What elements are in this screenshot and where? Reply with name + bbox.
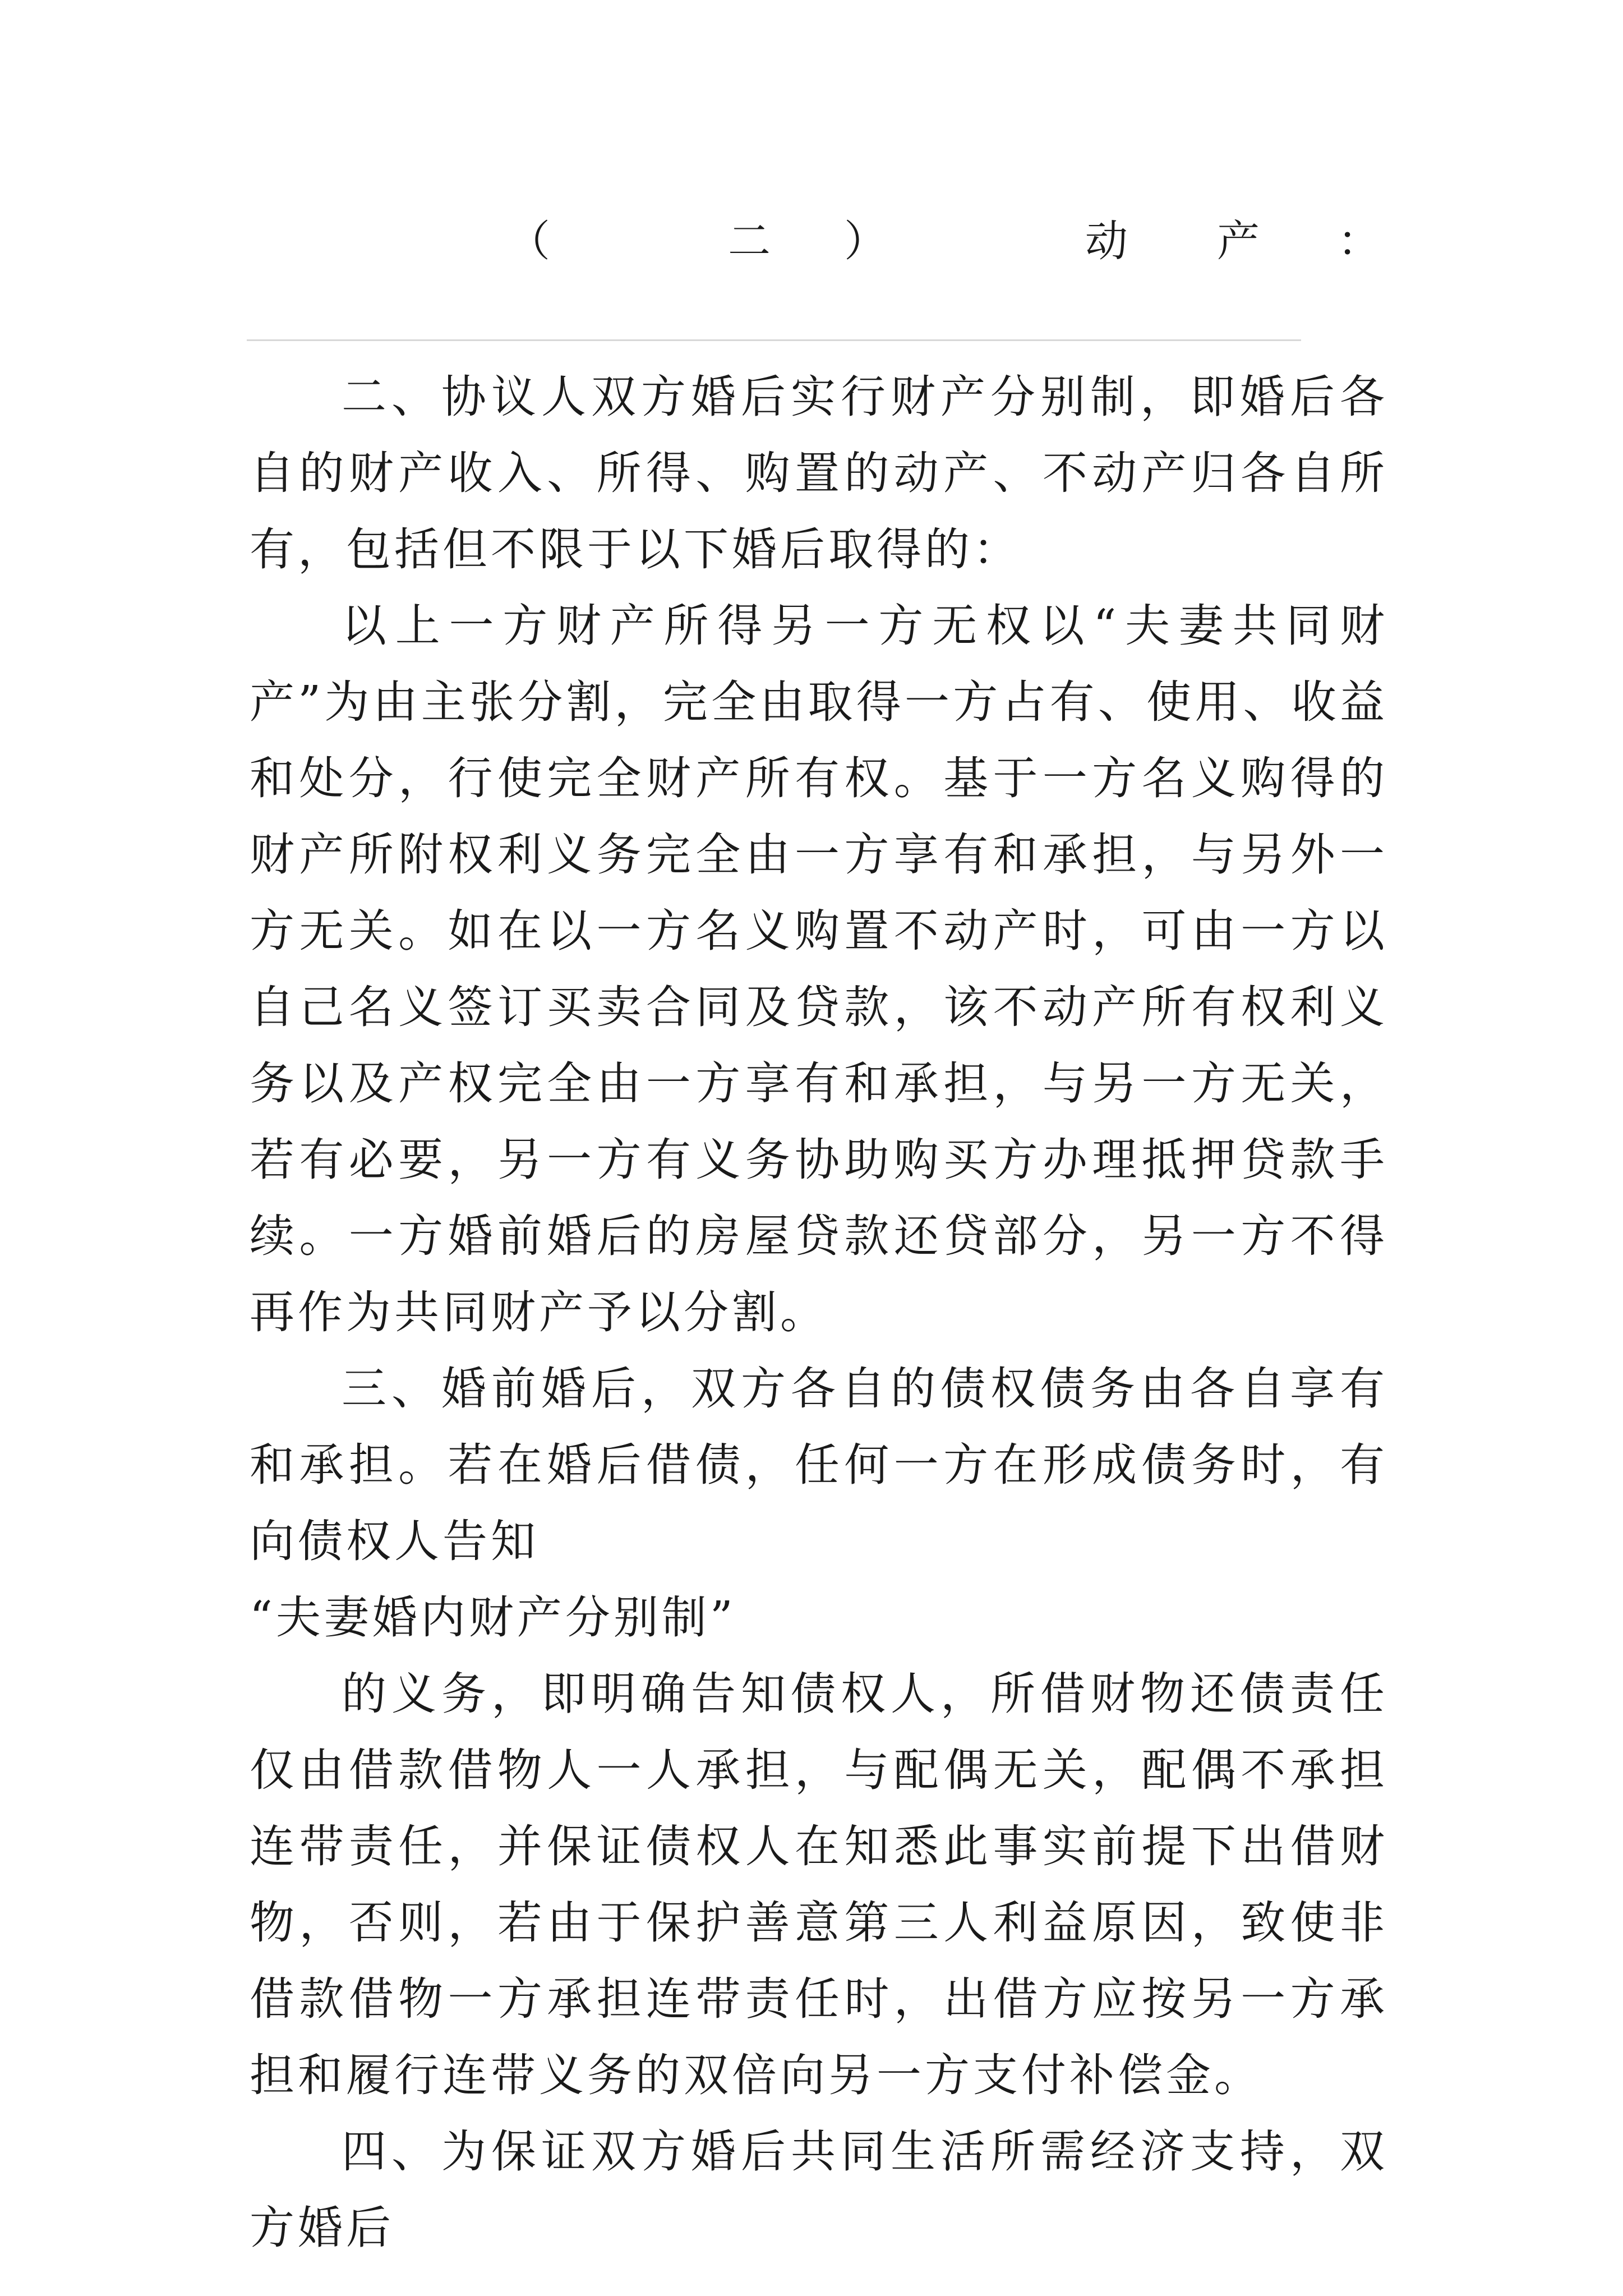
paragraph-quoted-term: “夫妻婚内财产分别制” bbox=[250, 1591, 736, 1644]
heading-word-1: 动 bbox=[1085, 216, 1128, 266]
heading-word-2: 产 bbox=[1217, 216, 1260, 266]
section-heading bbox=[0, 208, 1623, 275]
horizontal-divider bbox=[247, 339, 1301, 341]
paragraph-debt-obligation: 的义务，即明确告知债权人，所借财物还债责任仅由借款借物人一人承担，与配偶无关，配偶不承担连带责任，并保证债权人在知悉此事实前提下出借财物，否则，若由于保护善意第三人利益原因，致使非借款借物一方承担连带责任时，出借方应按另一方承担和履行连带义务的双倍向另一方支付补偿金。 bbox=[250, 1668, 1388, 2101]
heading-close-paren: ） bbox=[844, 216, 887, 266]
paragraph-property-ownership: 以上一方财产所得另一方无权以“夫妻共同财产”为由主张分割，完全由取得一方占有、使用、收益和处分，行使完全财产所有权。基于一方名义购得的财产所附权利义务完全由一方享有和承担，与另外一方无关。如在以一方名义购置不动产时，可由一方以自己名义签订买卖合同及贷款，该不动产所有权利义务以及产权完全由一方享有和承担，与另一方无关，若有必要，另一方有义务协助购买方办理抵押贷款手续。一方婚前婚后的房屋贷款还贷部分，另一方不得再作为共同财产予以分割。 bbox=[250, 600, 1388, 1338]
paragraph-clause-three: 三、婚前婚后，双方各自的债权债务由各自享有和承担。若在婚后借债，任何一方在形成债务时，有向债权人告知 bbox=[250, 1363, 1388, 1567]
paragraph-clause-two: 二、协议人双方婚后实行财产分别制，即婚后各自的财产收入、所得、购置的动产、不动产归各自所有，包括但不限于以下婚后取得的： bbox=[250, 371, 1388, 576]
heading-number: 二 bbox=[728, 216, 771, 266]
paragraph-clause-four: 四、为保证双方婚后共同生活所需经济支持，双方婚后 bbox=[250, 2125, 1388, 2254]
heading-colon: ： bbox=[1338, 216, 1380, 266]
document-body bbox=[250, 359, 1388, 2266]
heading-open-paren: （ bbox=[508, 216, 550, 266]
